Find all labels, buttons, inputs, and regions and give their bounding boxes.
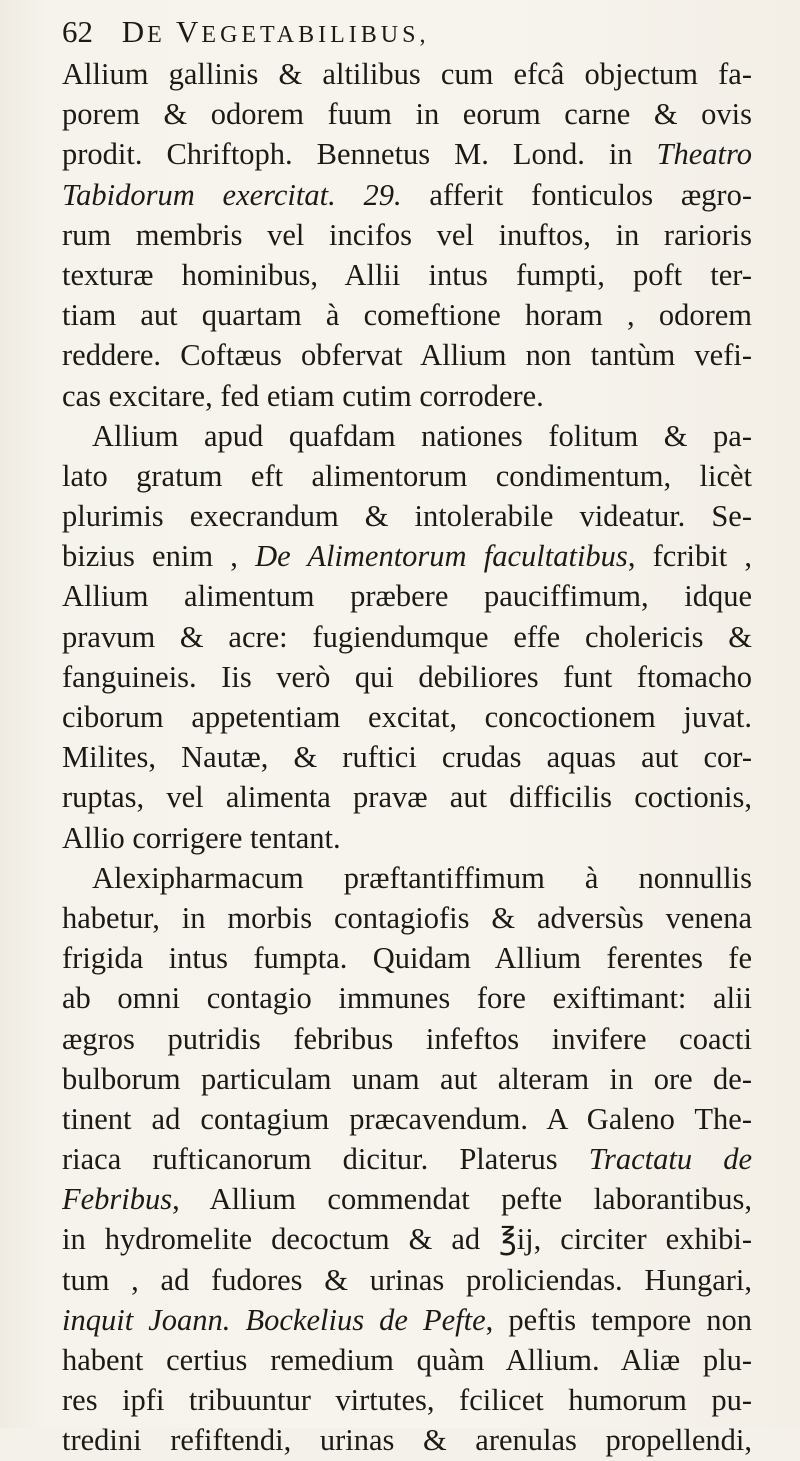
running-title: [122, 14, 430, 49]
text-span: plurimis execrandum & intolerabile videatur. Se-: [62, 499, 752, 534]
running-header: [62, 12, 702, 52]
page-number: 62: [62, 14, 93, 49]
text-span: fanguineis. Iis verò qui debiliores funt ftomacho: [62, 659, 752, 694]
text-span: Milites, Nautæ, & ruftici crudas aquas aut cor-: [62, 740, 752, 775]
text-line: [62, 54, 752, 94]
text-span: reddere. Coftæus obfervat Allium non tantùm vefi-: [62, 338, 752, 373]
text-span: bizius enim ,: [62, 539, 256, 574]
text-span: , Allium commendat pefte laborantibus,: [172, 1182, 752, 1217]
italic-text: Tractatu de: [588, 1142, 752, 1177]
running-title-word-initial: V: [176, 14, 202, 49]
text-span: ciborum appetentiam excitat, concoctionem juvat.: [62, 700, 752, 734]
text-line: [62, 456, 752, 496]
text-line: [62, 335, 752, 375]
text-span: afferit fonticulos ægro-: [401, 177, 752, 212]
text-span: in hydromelite decoctum & ad ℥ij, circiter exhibi-: [62, 1222, 752, 1257]
running-title-word-rest: EGETABILIBUS,: [201, 22, 430, 48]
text-line: [62, 777, 752, 817]
text-line: [62, 978, 752, 1018]
text-line: [62, 295, 752, 335]
text-line: [62, 1380, 752, 1420]
text-span: res ipfi tribuuntur virtutes, fcilicet humorum pu-: [62, 1383, 752, 1418]
text-span: texturæ hominibus, Allii intus fumpti, poft ter-: [62, 257, 752, 292]
text-span: , fcribit ,: [627, 539, 752, 574]
text-span: Alexipharmacum præftantiffimum à nonnullis: [92, 860, 752, 895]
italic-text: Febribus: [62, 1182, 173, 1217]
italic-text: Theatro: [656, 137, 752, 172]
body-text: [62, 54, 752, 1461]
text-span: Allio corrigere tentant.: [62, 820, 341, 855]
text-span: tiam aut quartam à comeftione horam , odorem: [62, 298, 752, 333]
text-line: [62, 215, 752, 255]
text-line: [62, 134, 752, 174]
text-span: , peftis tempore non: [485, 1302, 752, 1337]
text-line: [62, 657, 752, 697]
text-span: porem & odorem fuum in eorum carne & ovis: [62, 97, 752, 132]
text-span: tum , ad fudores & urinas proliciendas. Hungari,: [62, 1262, 752, 1297]
text-span: bulborum particulam unam aut alteram in ore de-: [62, 1061, 752, 1096]
text-span: tinent ad contagium præcavendum. A Galeno The-: [62, 1101, 752, 1136]
italic-text: De Alimentorum facultatibus: [255, 539, 628, 574]
text-line: [62, 416, 752, 456]
text-line: [62, 94, 752, 134]
text-span: Allium gallinis & altilibus cum efcâ objectum fa-: [62, 57, 752, 91]
text-span: riaca rufticanorum dicitur. Platerus: [62, 1142, 589, 1177]
italic-text: inquit Joann. Bockelius de Pefte: [62, 1302, 486, 1337]
text-line: [62, 938, 752, 978]
text-line: [62, 496, 752, 536]
text-line: [62, 175, 752, 215]
text-line: [62, 1059, 752, 1099]
text-line: [62, 1340, 752, 1380]
text-line: [62, 255, 752, 295]
text-span: habetur, in morbis contagiofis & adversùs venena: [62, 900, 752, 935]
text-line: [62, 818, 752, 858]
text-span: tredini refiftendi, urinas & arenulas propellendi,: [62, 1423, 752, 1458]
text-line: [62, 1420, 752, 1460]
text-span: lato gratum eft alimentorum condimentum, licèt: [62, 458, 752, 493]
text-span: pravum & acre: fugiendumque effe cholericis &: [62, 619, 752, 654]
text-line: [62, 1179, 752, 1219]
text-line: [62, 576, 752, 616]
text-span: ruptas, vel alimenta pravæ aut difficilis coctionis,: [62, 780, 752, 815]
text-line: [62, 737, 752, 777]
text-line: [62, 1099, 752, 1139]
italic-text: Tabidorum exercitat. 29.: [62, 177, 402, 212]
text-span: frigida intus fumpta. Quidam Allium ferentes fe: [62, 941, 752, 976]
text-line: [62, 1260, 752, 1300]
text-line: [62, 1219, 752, 1259]
text-span: Allium alimentum præbere pauciffimum, idque: [62, 579, 752, 614]
text-span: prodit. Chriftoph. Bennetus M. Lond. in: [62, 137, 657, 172]
text-span: habent certius remedium quàm Allium. Aliæ plu-: [62, 1343, 752, 1377]
running-title-rest: E: [147, 22, 166, 48]
text-line: [62, 536, 752, 576]
text-span: rum membris vel incifos vel inuftos, in rarioris: [62, 217, 752, 252]
text-line: [62, 697, 752, 737]
text-line: [62, 1139, 752, 1179]
text-line: [62, 898, 752, 938]
text-line: [62, 617, 752, 657]
text-span: ab omni contagio immunes fore exiftimant: alii: [62, 981, 752, 1016]
running-title-initial: D: [121, 14, 148, 49]
text-span: cas excitare, fed etiam cutim corrodere.: [62, 378, 544, 413]
text-line: [62, 858, 752, 898]
text-line: [62, 1300, 752, 1340]
text-span: ægros putridis febribus infeftos invifere coacti: [62, 1021, 752, 1056]
text-span: Allium apud quafdam nationes folitum & pa-: [92, 418, 752, 453]
text-line: [62, 376, 752, 416]
text-line: [62, 1019, 752, 1059]
